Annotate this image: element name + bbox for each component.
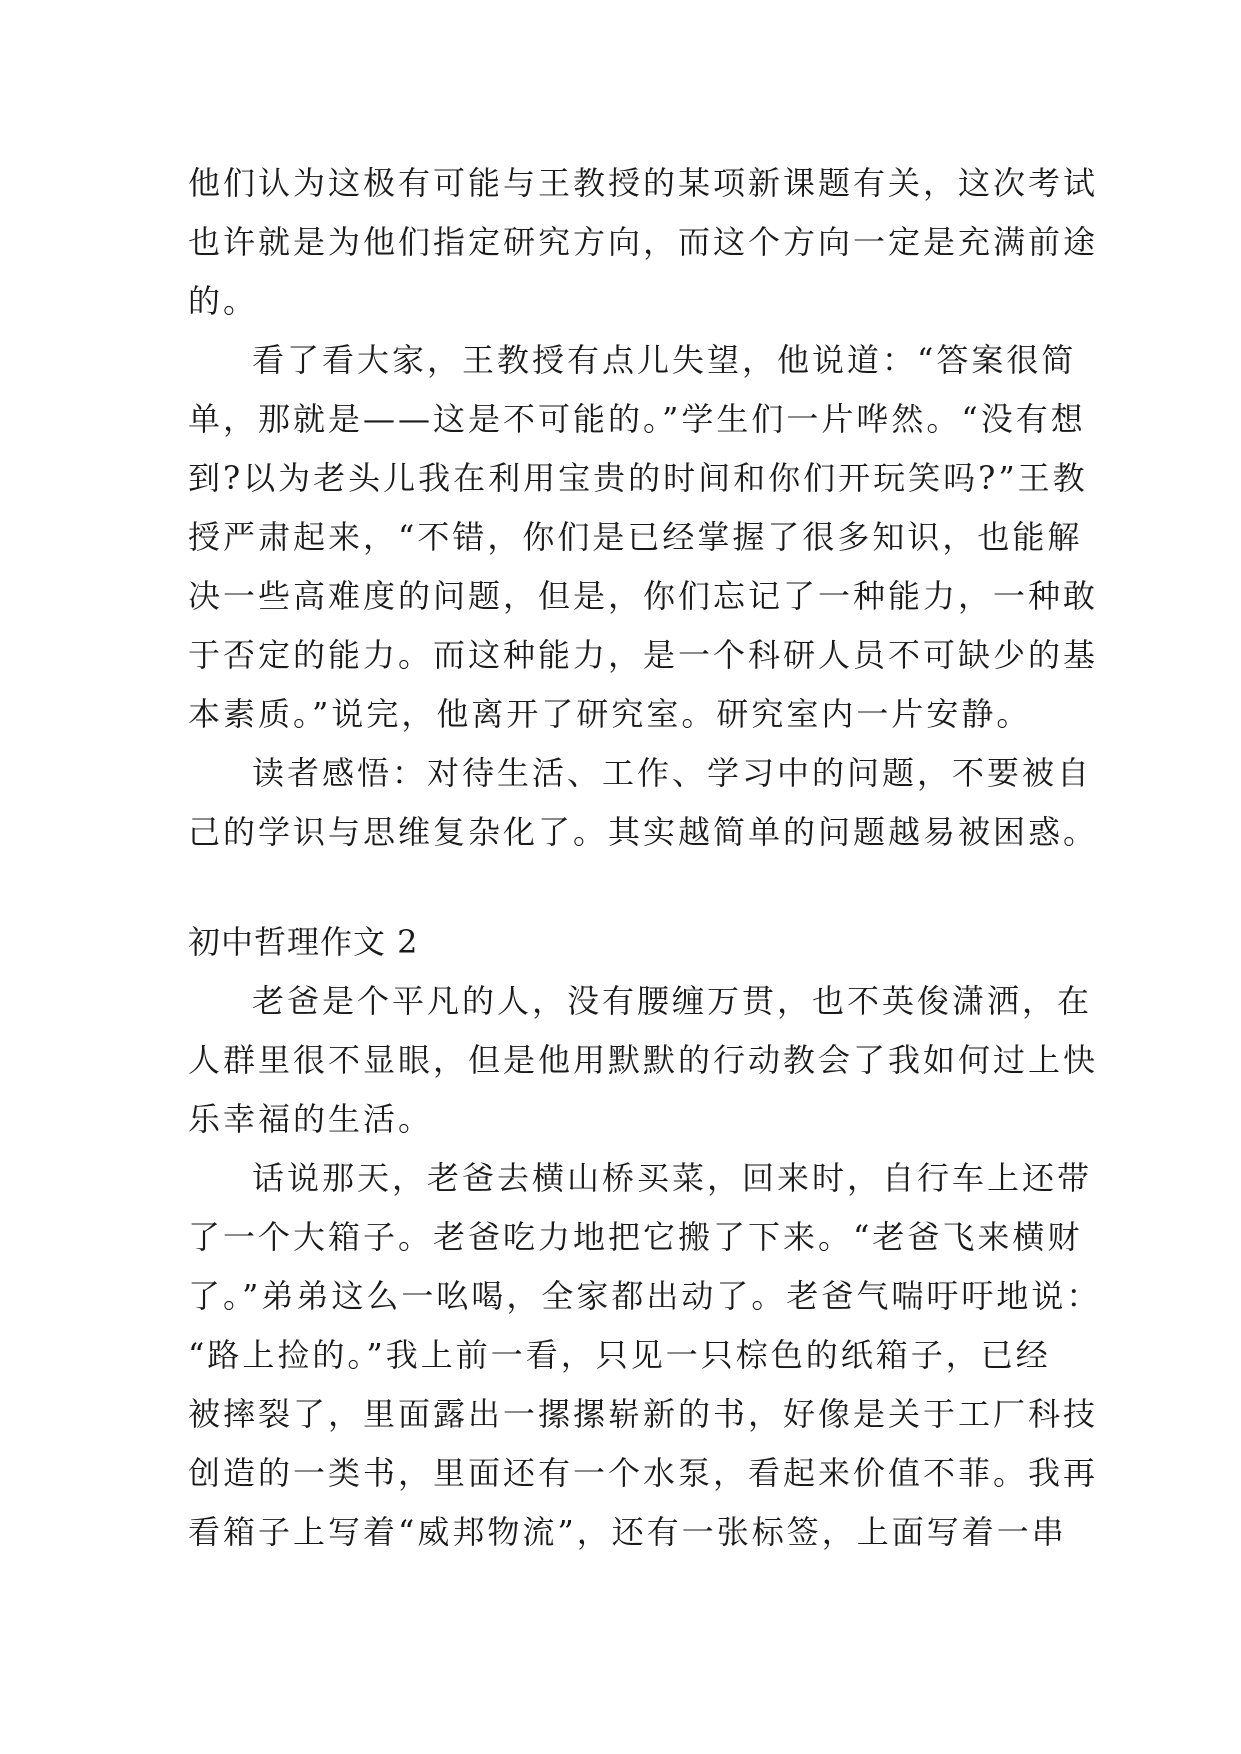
paragraph-line: 被摔裂了，里面露出一摞摞崭新的书，好像是关于工厂科技 [188,1395,1099,1433]
paragraph-line: “路上捡的。”我上前一看，只见一只棕色的纸箱子，已经 [188,1336,1051,1374]
paragraph-line: 决一些高难度的问题，但是，你们忘记了一种能力，一种敢 [188,577,1099,615]
paragraph-line: 乐幸福的生活。 [188,1100,434,1138]
paragraph-line: 他们认为这极有可能与王教授的某项新课题有关，这次考试 [188,164,1099,202]
paragraph-line: 到?以为老头儿我在利用宝贵的时间和你们开玩笑吗?”王教 [188,459,1088,497]
section-heading: 初中哲理作文 2 [188,923,419,961]
paragraph-line: 老爸是个平凡的人，没有腰缠万贯，也不英俊潇洒，在 [252,982,1093,1020]
paragraph-line: 看了看大家，王教授有点儿失望，他说道：“答案很简 [252,341,1077,379]
paragraph-line: 于否定的能力。而这种能力，是一个科研人员不可缺少的基 [188,636,1099,674]
paragraph-line: 创造的一类书，里面还有一个水泵，看起来价值不菲。我再 [188,1454,1099,1492]
paragraph-line: 本素质。”说完，他离开了研究室。研究室内一片安静。 [188,695,1032,733]
paragraph-line: 读者感悟：对待生活、工作、学习中的问题，不要被自 [252,754,1093,792]
paragraph-line: 看箱子上写着“威邦物流”，还有一张标签，上面写着一串 [188,1513,1067,1551]
paragraph-line: 话说那天，老爸去横山桥买菜，回来时，自行车上还带 [252,1159,1093,1197]
paragraph-line: 的。 [188,282,259,320]
paragraph-line: 了。”弟弟这么一吆喝，全家都出动了。老爸气喘吁吁地说： [188,1277,1102,1315]
paragraph-line: 人群里很不显眼，但是他用默默的行动教会了我如何过上快 [188,1041,1099,1079]
paragraph-line: 授严肃起来，“不错，你们是已经掌握了很多知识，也能解 [188,518,1083,556]
paragraph-line: 单，那就是——这是不可能的。”学生们一片哗然。“没有想 [188,400,1086,438]
paragraph-line: 己的学识与思维复杂化了。其实越简单的问题越易被困惑。 [188,813,1099,851]
paragraph-line: 也许就是为他们指定研究方向，而这个方向一定是充满前途 [188,223,1099,261]
paragraph-line: 了一个大箱子。老爸吃力地把它搬了下来。“老爸飞来横财 [188,1218,1083,1256]
